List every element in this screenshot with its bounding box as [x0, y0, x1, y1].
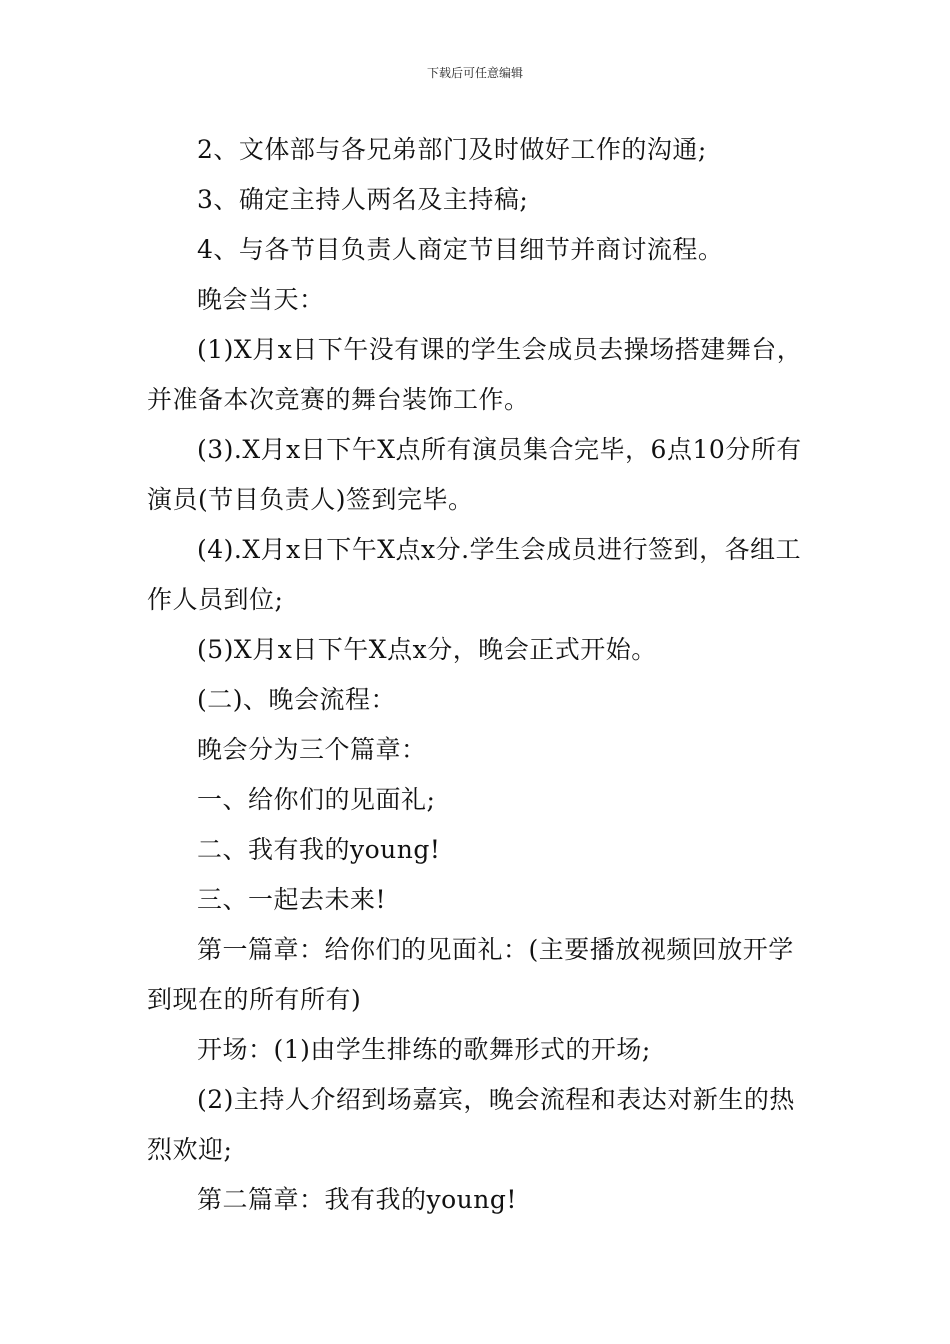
paragraph: 开场：(1)由学生排练的歌舞形式的开场; [197, 1035, 651, 1064]
page-header: 下载后可任意编辑 [426, 66, 523, 80]
paragraph: 3、确定主持人两名及主持稿; [197, 185, 529, 214]
paragraph: 三、一起去未来! [197, 885, 387, 914]
paragraph: 二、我有我的young! [197, 835, 441, 864]
paragraph: (5)X月x日下午X点x分，晚会正式开始。 [197, 635, 657, 664]
paragraph: (二)、晚会流程： [197, 685, 397, 714]
paragraph: (2)主持人介绍到场嘉宾，晚会流程和表达对新生的热烈欢迎; [147, 1085, 795, 1164]
paragraph: 第一篇章：给你们的见面礼：(主要播放视频回放开学到现在的所有所有) [147, 935, 794, 1014]
paragraph: 晚会当天： [197, 285, 325, 314]
paragraph: 第二篇章：我有我的young! [197, 1185, 517, 1214]
document-body [147, 125, 812, 1225]
paragraph: (3).X月x日下午X点所有演员集合完毕，6点10分所有演员(节目负责人)签到完毕。 [147, 435, 802, 514]
paragraph: 一、给你们的见面礼; [197, 785, 436, 814]
paragraph: (4).X月x日下午X点x分.学生会成员进行签到，各组工作人员到位; [147, 535, 802, 614]
paragraph: (1)X月x日下午没有课的学生会成员去操场搭建舞台，并准备本次竞赛的舞台装饰工作。 [147, 335, 803, 414]
paragraph: 2、文体部与各兄弟部门及时做好工作的沟通; [197, 135, 707, 164]
paragraph: 4、与各节目负责人商定节目细节并商讨流程。 [197, 235, 724, 264]
paragraph: 晚会分为三个篇章： [197, 735, 427, 764]
